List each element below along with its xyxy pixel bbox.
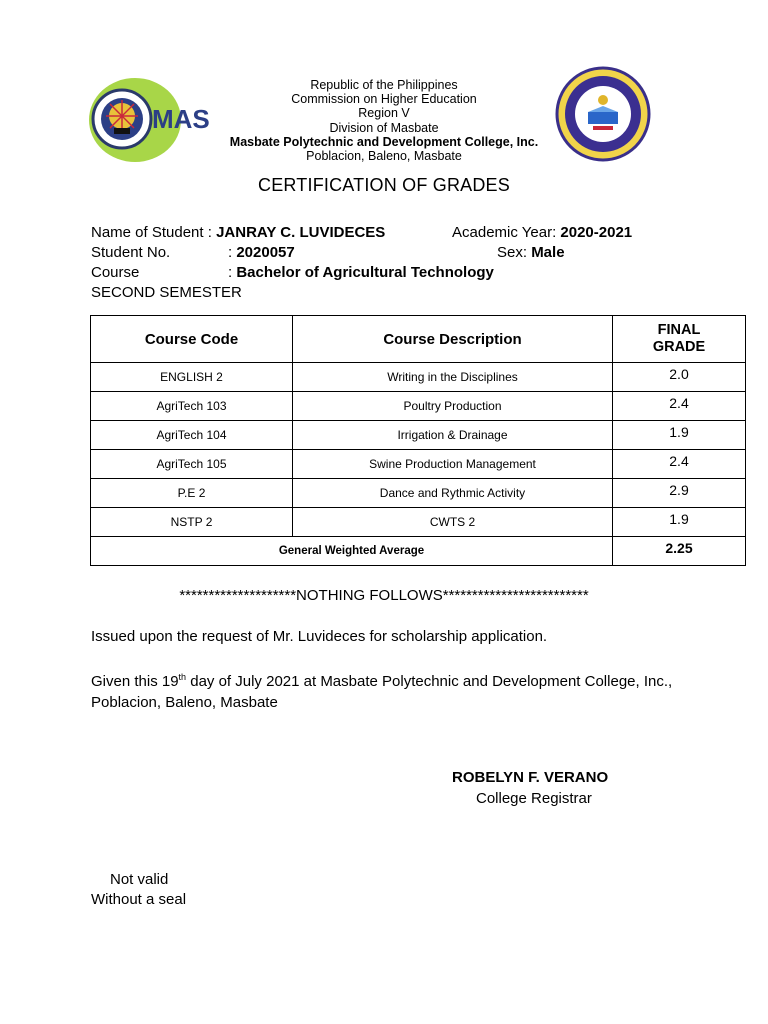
sex-label: Sex: (497, 244, 528, 261)
gwa-row (91, 537, 746, 566)
name-label: Name of Student : (91, 224, 212, 241)
gwa-label: General Weighted Average (91, 537, 613, 566)
nothing-follows: ********************NOTHING FOLLOWS************************* (179, 587, 589, 604)
course-label: Course (91, 264, 140, 281)
student-no-row (228, 244, 295, 262)
academic-year: 2020-2021 (560, 224, 633, 241)
svg-text:MAS: MAS (152, 104, 210, 134)
course-code-cell: AgriTech 104 (91, 421, 293, 450)
table-row (91, 508, 746, 537)
header-college-name: Masbate Polytechnic and Development College, Inc. (229, 134, 539, 149)
header-final: FINAL (657, 322, 701, 338)
header-grade: GRADE (652, 339, 706, 355)
table-row (91, 479, 746, 508)
course-description-cell: Swine Production Management (293, 450, 613, 479)
letterhead (0, 78, 768, 163)
course-row (228, 264, 494, 282)
course-code-cell: P.E 2 (91, 479, 293, 508)
header-course-description: Course Description (293, 316, 613, 363)
student-no-label: Student No. (91, 244, 171, 261)
course-code-cell: AgriTech 105 (91, 450, 293, 479)
table-row (91, 421, 746, 450)
header-course-code: Course Code (91, 316, 293, 363)
header-region: Region V (358, 106, 410, 121)
course-colon: : (228, 264, 233, 281)
given-post: day of July 2021 at Masbate Polytechnic and Development College, Inc., Poblacion, Baleno, Masbate (91, 673, 673, 711)
document-title: CERTIFICATION OF GRADES (258, 175, 510, 195)
course-description-cell: CWTS 2 (293, 508, 613, 537)
header-final-grade (613, 316, 746, 363)
semester: SECOND SEMESTER (91, 284, 242, 301)
year-row (452, 224, 632, 242)
name-row (91, 224, 385, 242)
header-division: Division of Masbate (329, 120, 439, 135)
notice-line-2: Without a seal (91, 891, 187, 908)
final-grade-cell: 2.4 (613, 450, 746, 479)
sex-row (497, 244, 565, 262)
course-description-cell: Poultry Production (293, 392, 613, 421)
year-label: Academic Year: (452, 224, 557, 241)
final-grade-cell: 2.4 (613, 392, 746, 421)
table-row (91, 450, 746, 479)
notice-line-1: Not valid (110, 871, 169, 888)
header-commission: Commission on Higher Education (291, 92, 477, 107)
course-code-cell: ENGLISH 2 (91, 363, 293, 392)
signatory-name: ROBELYN F. VERANO (452, 769, 609, 786)
student-course: Bachelor of Agricultural Technology (236, 264, 494, 281)
issued-statement: Issued upon the request of Mr. Luvideces for scholarship application. (91, 628, 548, 645)
student-name: JANRAY C. LUVIDECES (216, 224, 386, 241)
given-pre: Given this 19 (91, 673, 179, 690)
student-no: 2020057 (236, 244, 295, 261)
table-header-row (91, 316, 746, 363)
header-address: Poblacion, Baleno, Masbate (306, 149, 462, 164)
student-sex: Male (531, 244, 565, 261)
student-no-colon: : (228, 244, 233, 261)
course-description-cell: Irrigation & Drainage (293, 421, 613, 450)
gwa-value: 2.25 (613, 537, 746, 566)
final-grade-cell: 1.9 (613, 508, 746, 537)
header-republic: Republic of the Philippines (310, 78, 458, 92)
given-statement (91, 667, 681, 713)
final-grade-cell: 1.9 (613, 421, 746, 450)
table-row (91, 363, 746, 392)
course-code-cell: NSTP 2 (91, 508, 293, 537)
table-row (91, 392, 746, 421)
course-description-cell: Writing in the Disciplines (293, 363, 613, 392)
final-grade-cell: 2.0 (613, 363, 746, 392)
course-code-cell: AgriTech 103 (91, 392, 293, 421)
grades-table (90, 315, 746, 566)
final-grade-cell: 2.9 (613, 479, 746, 508)
given-sup: th (178, 672, 187, 682)
signatory-title: College Registrar (476, 790, 592, 807)
course-description-cell: Dance and Rythmic Activity (293, 479, 613, 508)
